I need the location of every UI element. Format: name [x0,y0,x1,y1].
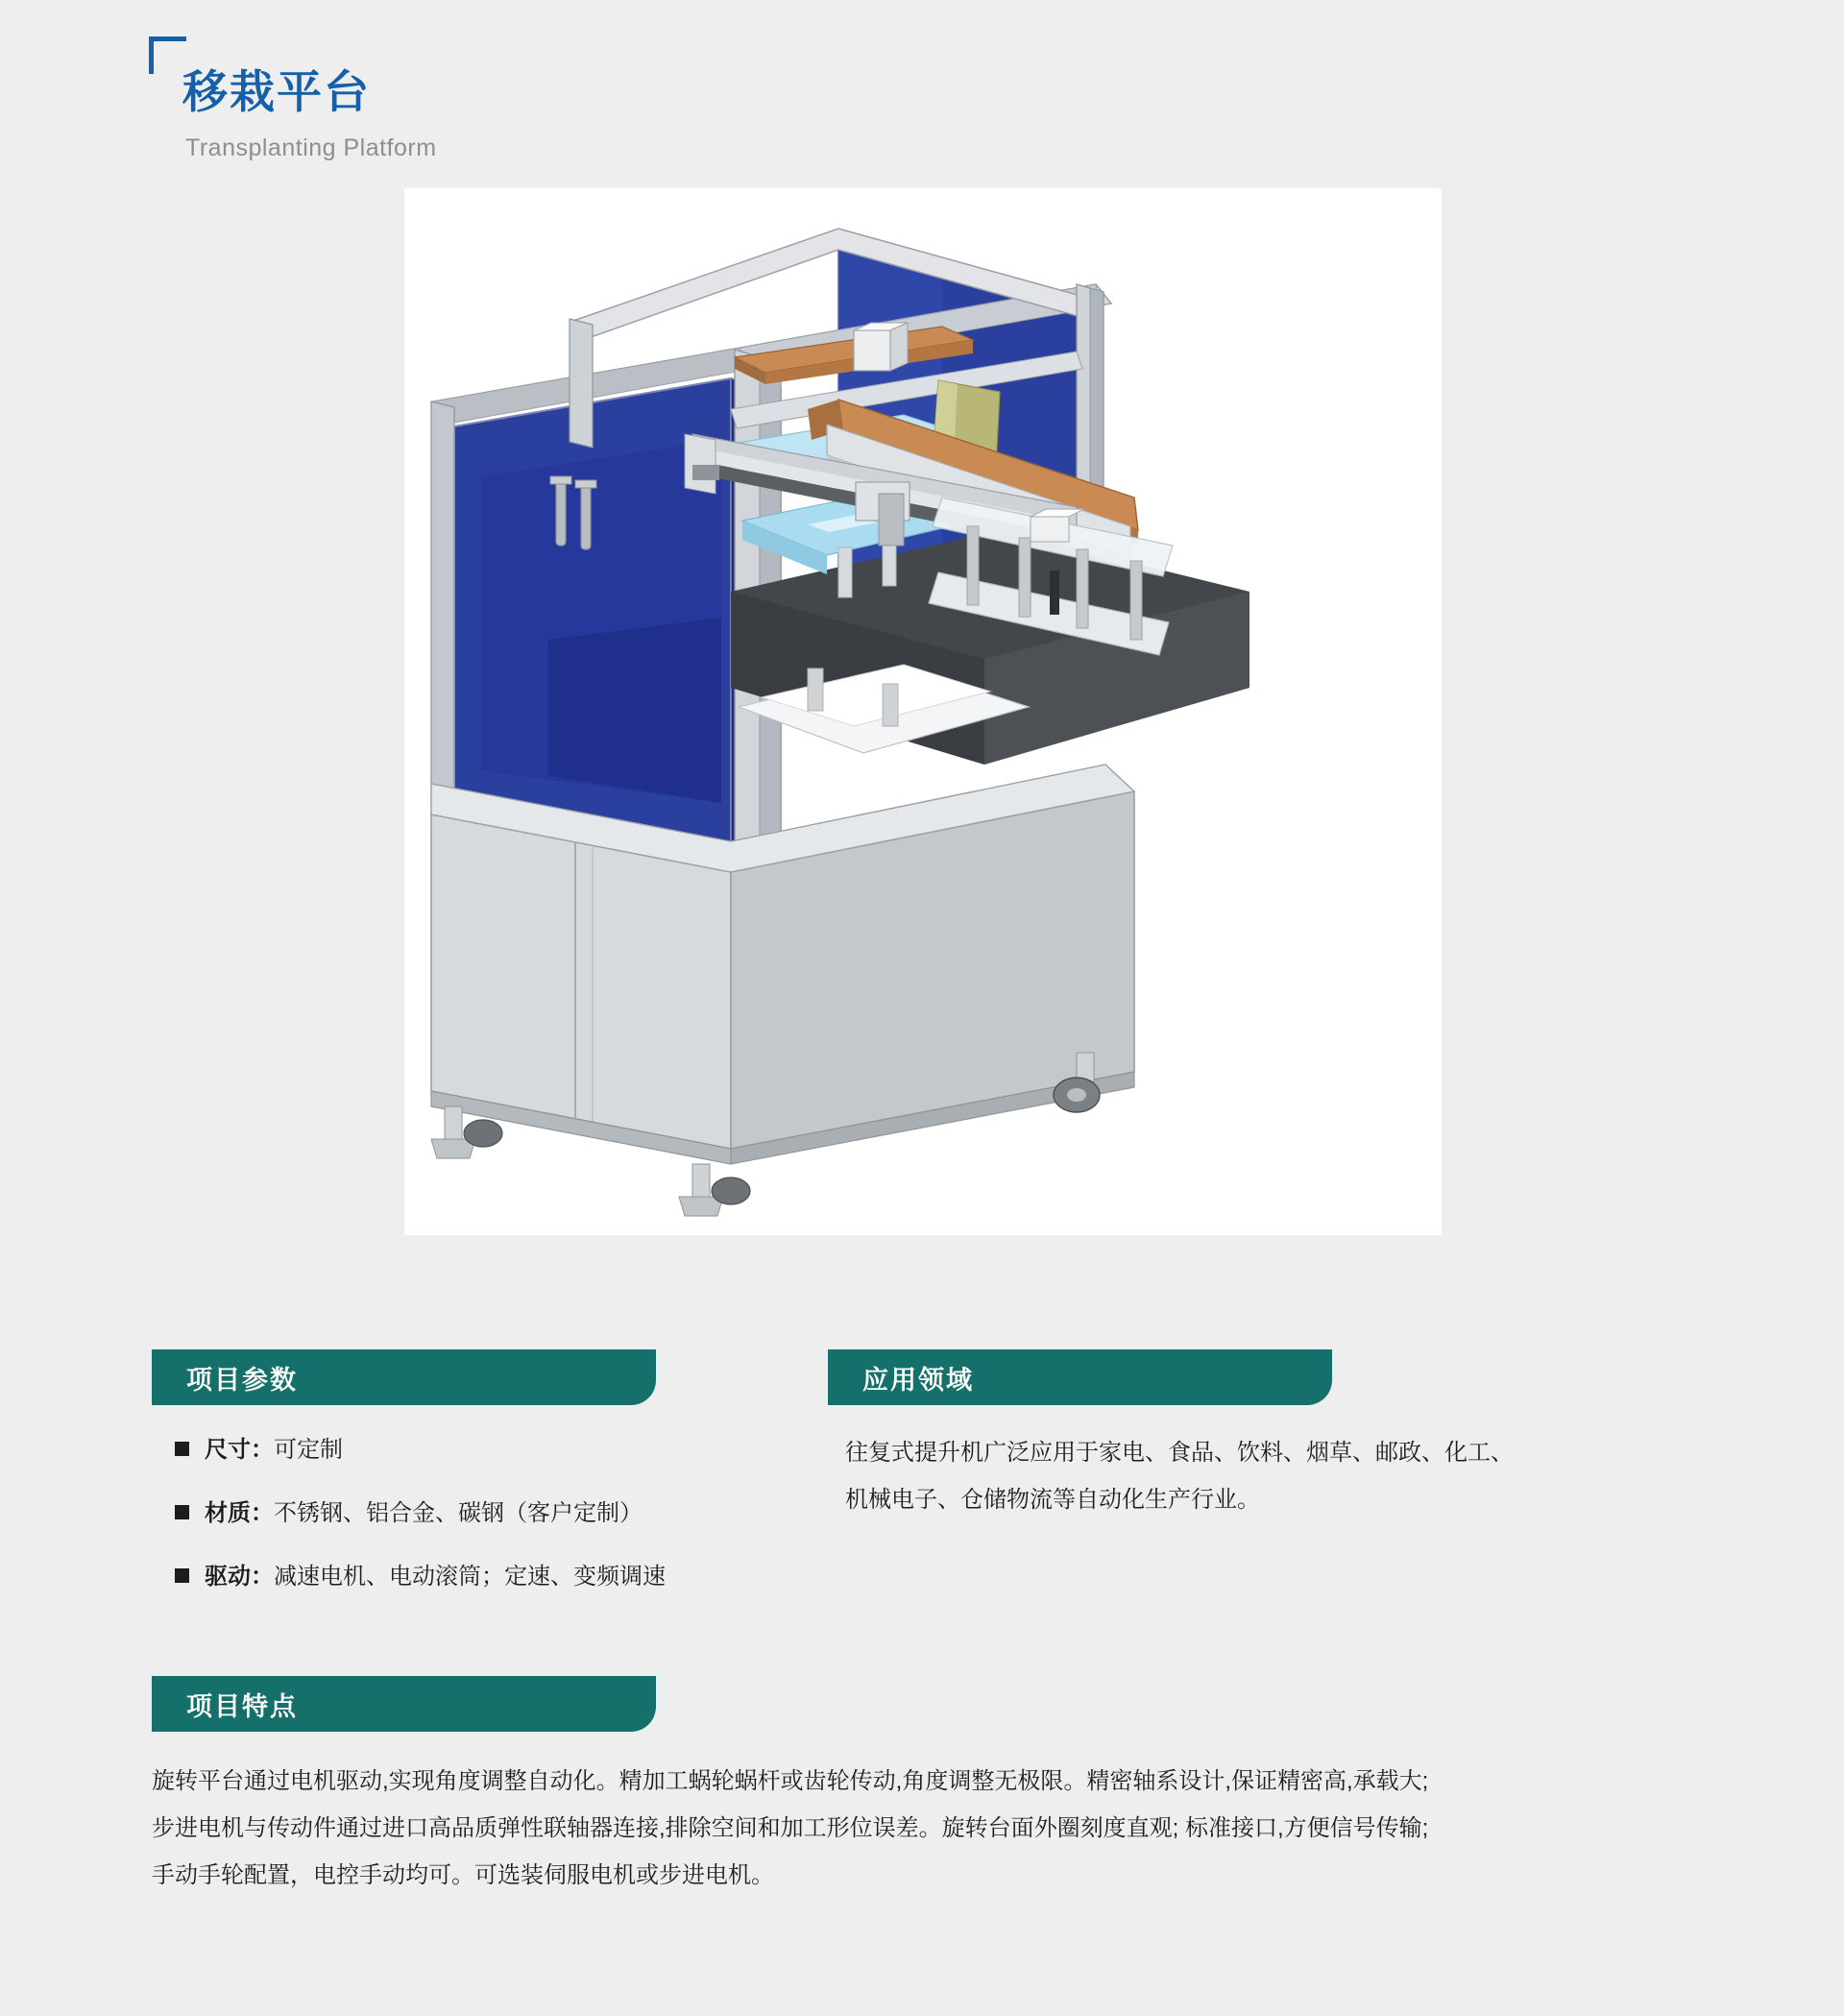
square-bullet-icon [175,1442,189,1456]
param-label: 材质： [205,1500,274,1526]
features-body [152,1758,1708,1900]
page-subtitle: Transplanting Platform [185,134,437,161]
features-line: 旋转平台通过电机驱动,实现角度调整自动化。精加工蜗轮蜗杆或齿轮传动,角度调整无极限。精密轴系设计,保证精密高,承载大; [152,1768,1429,1794]
applications-body [845,1429,1642,1523]
section-header-applications [828,1349,1332,1405]
param-value: 可定制 [274,1437,343,1463]
section-title-applications: 应用领域 [862,1365,974,1395]
square-bullet-icon [175,1505,189,1519]
param-label: 尺寸： [205,1437,274,1463]
section-title-parameters: 项目参数 [186,1365,298,1395]
features-line: 步进电机与传动件通过进口高品质弹性联轴器连接,排除空间和加工形位误差。旋转台面外圈刻度直观; 标准接口,方便信号传输; [152,1815,1429,1842]
list-item [175,1433,809,1468]
list-item [175,1560,809,1594]
corner-accent-mark [149,36,186,74]
section-header-parameters [152,1349,656,1405]
page-title: 移栽平台 [182,66,371,117]
square-bullet-icon [175,1568,189,1583]
param-value: 减速电机、电动滚筒；定速、变频调速 [274,1564,666,1590]
features-line: 手动手轮配置，电控手动均可。可选装伺服电机或步进电机。 [152,1862,774,1889]
applications-line: 往复式提升机广泛应用于家电、食品、饮料、烟草、邮政、化工、 [845,1440,1514,1466]
applications-line: 机械电子、仓储物流等自动化生产行业。 [845,1487,1260,1514]
parameters-list [175,1433,809,1623]
param-value: 不锈钢、铝合金、碳钢（客户定制） [274,1500,643,1526]
param-label: 驱动： [205,1564,274,1590]
list-item [175,1496,809,1531]
product-image [404,188,1442,1235]
section-title-features: 项目特点 [186,1691,298,1721]
section-header-features [152,1676,656,1732]
